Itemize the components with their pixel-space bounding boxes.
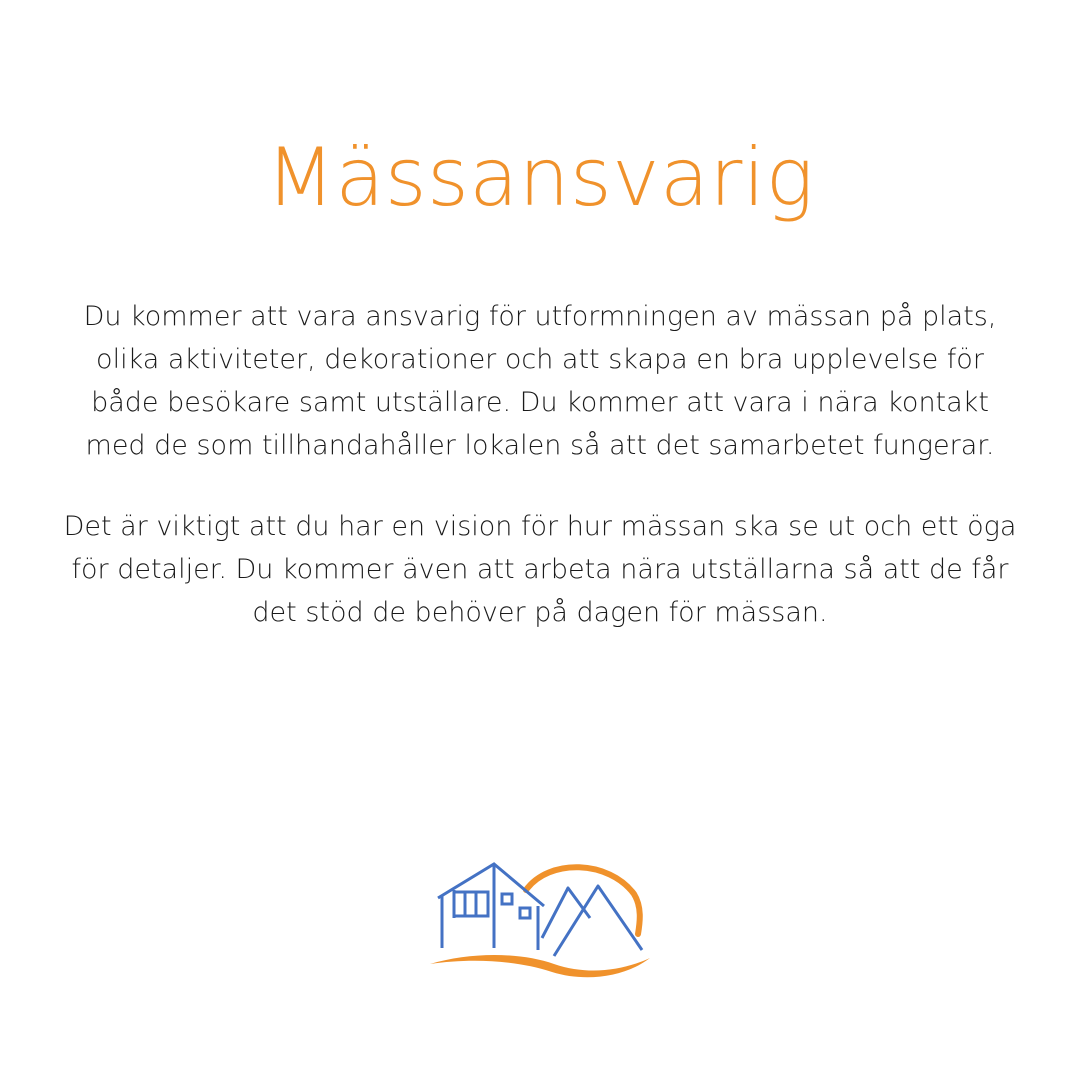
description-paragraph-1 — [40, 295, 1040, 467]
paragraph-line: Det är viktigt att du har en vision för hur mässan ska se ut och ett öga — [63, 511, 1017, 542]
page-title: Mässansvarig — [265, 131, 815, 224]
description-paragraph-2 — [40, 505, 1040, 634]
house-mountains-sun-logo-icon — [424, 852, 656, 984]
paragraph-line: både besökare samt utställare. Du kommer att vara i nära kontakt — [91, 387, 989, 418]
paragraph-line: det stöd de behöver på dagen för mässan. — [252, 597, 828, 628]
wave-icon — [430, 955, 650, 977]
paragraph-line: för detaljer. Du kommer även att arbeta nära utställarna så att de får — [71, 554, 1009, 585]
mountains-icon — [542, 886, 642, 956]
paragraph-line: olika aktiviteter, dekorationer och att skapa en bra upplevelse för — [96, 344, 984, 375]
paragraph-line: med de som tillhandahåller lokalen så att det samarbetet fungerar. — [85, 430, 995, 461]
house-icon — [438, 864, 544, 950]
paragraph-line: Du kommer att vara ansvarig för utformningen av mässan på plats, — [83, 301, 997, 332]
